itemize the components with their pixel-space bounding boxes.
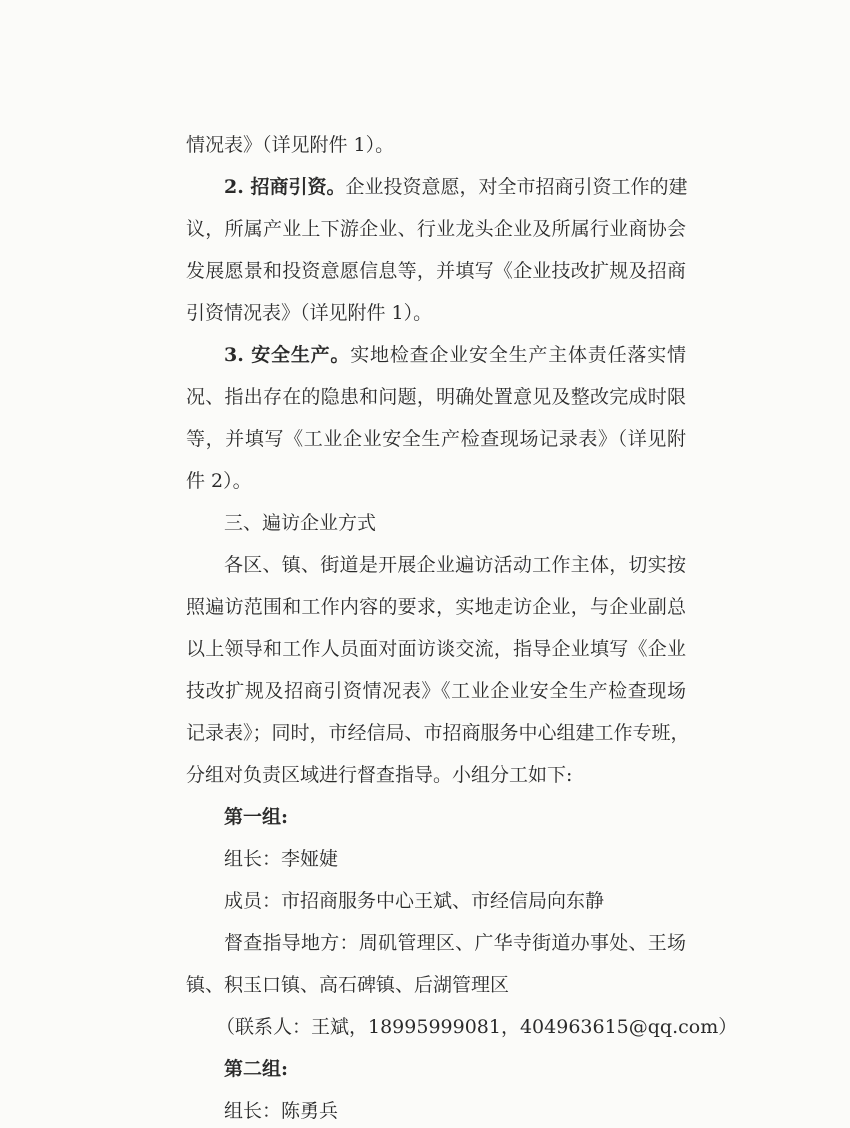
group1-area-line1: 督查指导地方：周矶管理区、广华寺街道办事处、王场 (224, 932, 686, 954)
text-line (186, 632, 686, 666)
text-line (224, 926, 686, 960)
text-line (186, 128, 394, 162)
text-line (186, 716, 690, 750)
text-line (224, 170, 686, 204)
text-line (186, 380, 686, 414)
text-line (186, 758, 572, 792)
text-line (224, 506, 376, 540)
text-line (186, 254, 686, 288)
para4-line6: 分组对负责区域进行督查指导。小组分工如下: (186, 764, 573, 786)
para2-title: 2. 招商引资。 (224, 176, 346, 198)
text-line (216, 1010, 737, 1044)
para4-line2: 照遍访范围和工作内容的要求，实地走访企业，与企业副总 (186, 596, 686, 618)
text-line (186, 464, 252, 498)
para2-line2: 议，所属产业上下游企业、行业龙头企业及所属行业商协会 (186, 218, 686, 240)
group1-leader: 组长：李娅婕 (224, 848, 339, 870)
text-line (186, 212, 686, 246)
group1-area-line2: 镇、积玉口镇、高石碑镇、后湖管理区 (186, 974, 510, 996)
text-line (186, 674, 686, 708)
text-line (186, 968, 509, 1002)
text-line (186, 422, 686, 456)
para-intro-line: 情况表》（详见附件 1）。 (186, 134, 395, 156)
text-line (224, 1094, 338, 1128)
group1-contact: （联系人：王斌，18995999081，404963615@qq.com） (216, 1016, 738, 1038)
group1-title: 第一组: (224, 806, 289, 828)
text-line (186, 296, 432, 330)
para4-line5: 记录表》；同时，市经信局、市招商服务中心组建工作专班， (186, 722, 690, 744)
text-line (224, 548, 686, 582)
text-line (224, 338, 686, 372)
para3-line2: 况、指出存在的隐患和问题，明确处置意见及整改完成时限 (186, 386, 686, 408)
text-line (224, 800, 288, 834)
para2-line1-rest: 企业投资意愿，对全市招商引资工作的建 (345, 176, 688, 198)
group1-members: 成员：市招商服务中心王斌、市经信局向东静 (224, 890, 605, 912)
para4-line1: 各区、镇、街道是开展企业遍访活动工作主体，切实按 (224, 554, 686, 576)
section3-heading: 三、遍访企业方式 (224, 512, 377, 534)
para3-first-line (224, 338, 686, 372)
para2-line4: 引资情况表》（详见附件 1）。 (186, 302, 433, 324)
group2-title: 第二组: (224, 1058, 289, 1080)
para2-first-line (224, 170, 686, 204)
text-line (224, 884, 604, 918)
para3-line3: 等，并填写《工业企业安全生产检查现场记录表》（详见附 (186, 428, 686, 450)
para3-title: 3. 安全生产。 (224, 344, 351, 366)
text-line (224, 1052, 288, 1086)
text-line (224, 842, 338, 876)
para2-line3: 发展愿景和投资意愿信息等，并填写《企业技改扩规及招商 (186, 260, 686, 282)
para3-line4: 件 2）。 (186, 470, 252, 492)
para3-line1-rest: 实地检查企业安全生产主体责任落实情 (350, 344, 686, 366)
para4-line4: 技改扩规及招商引资情况表》《工业企业安全生产检查现场 (186, 680, 686, 702)
text-line (186, 590, 686, 624)
para4-line3: 以上领导和工作人员面对面访谈交流，指导企业填写《企业 (186, 638, 686, 660)
group2-leader: 组长：陈勇兵 (224, 1100, 339, 1122)
